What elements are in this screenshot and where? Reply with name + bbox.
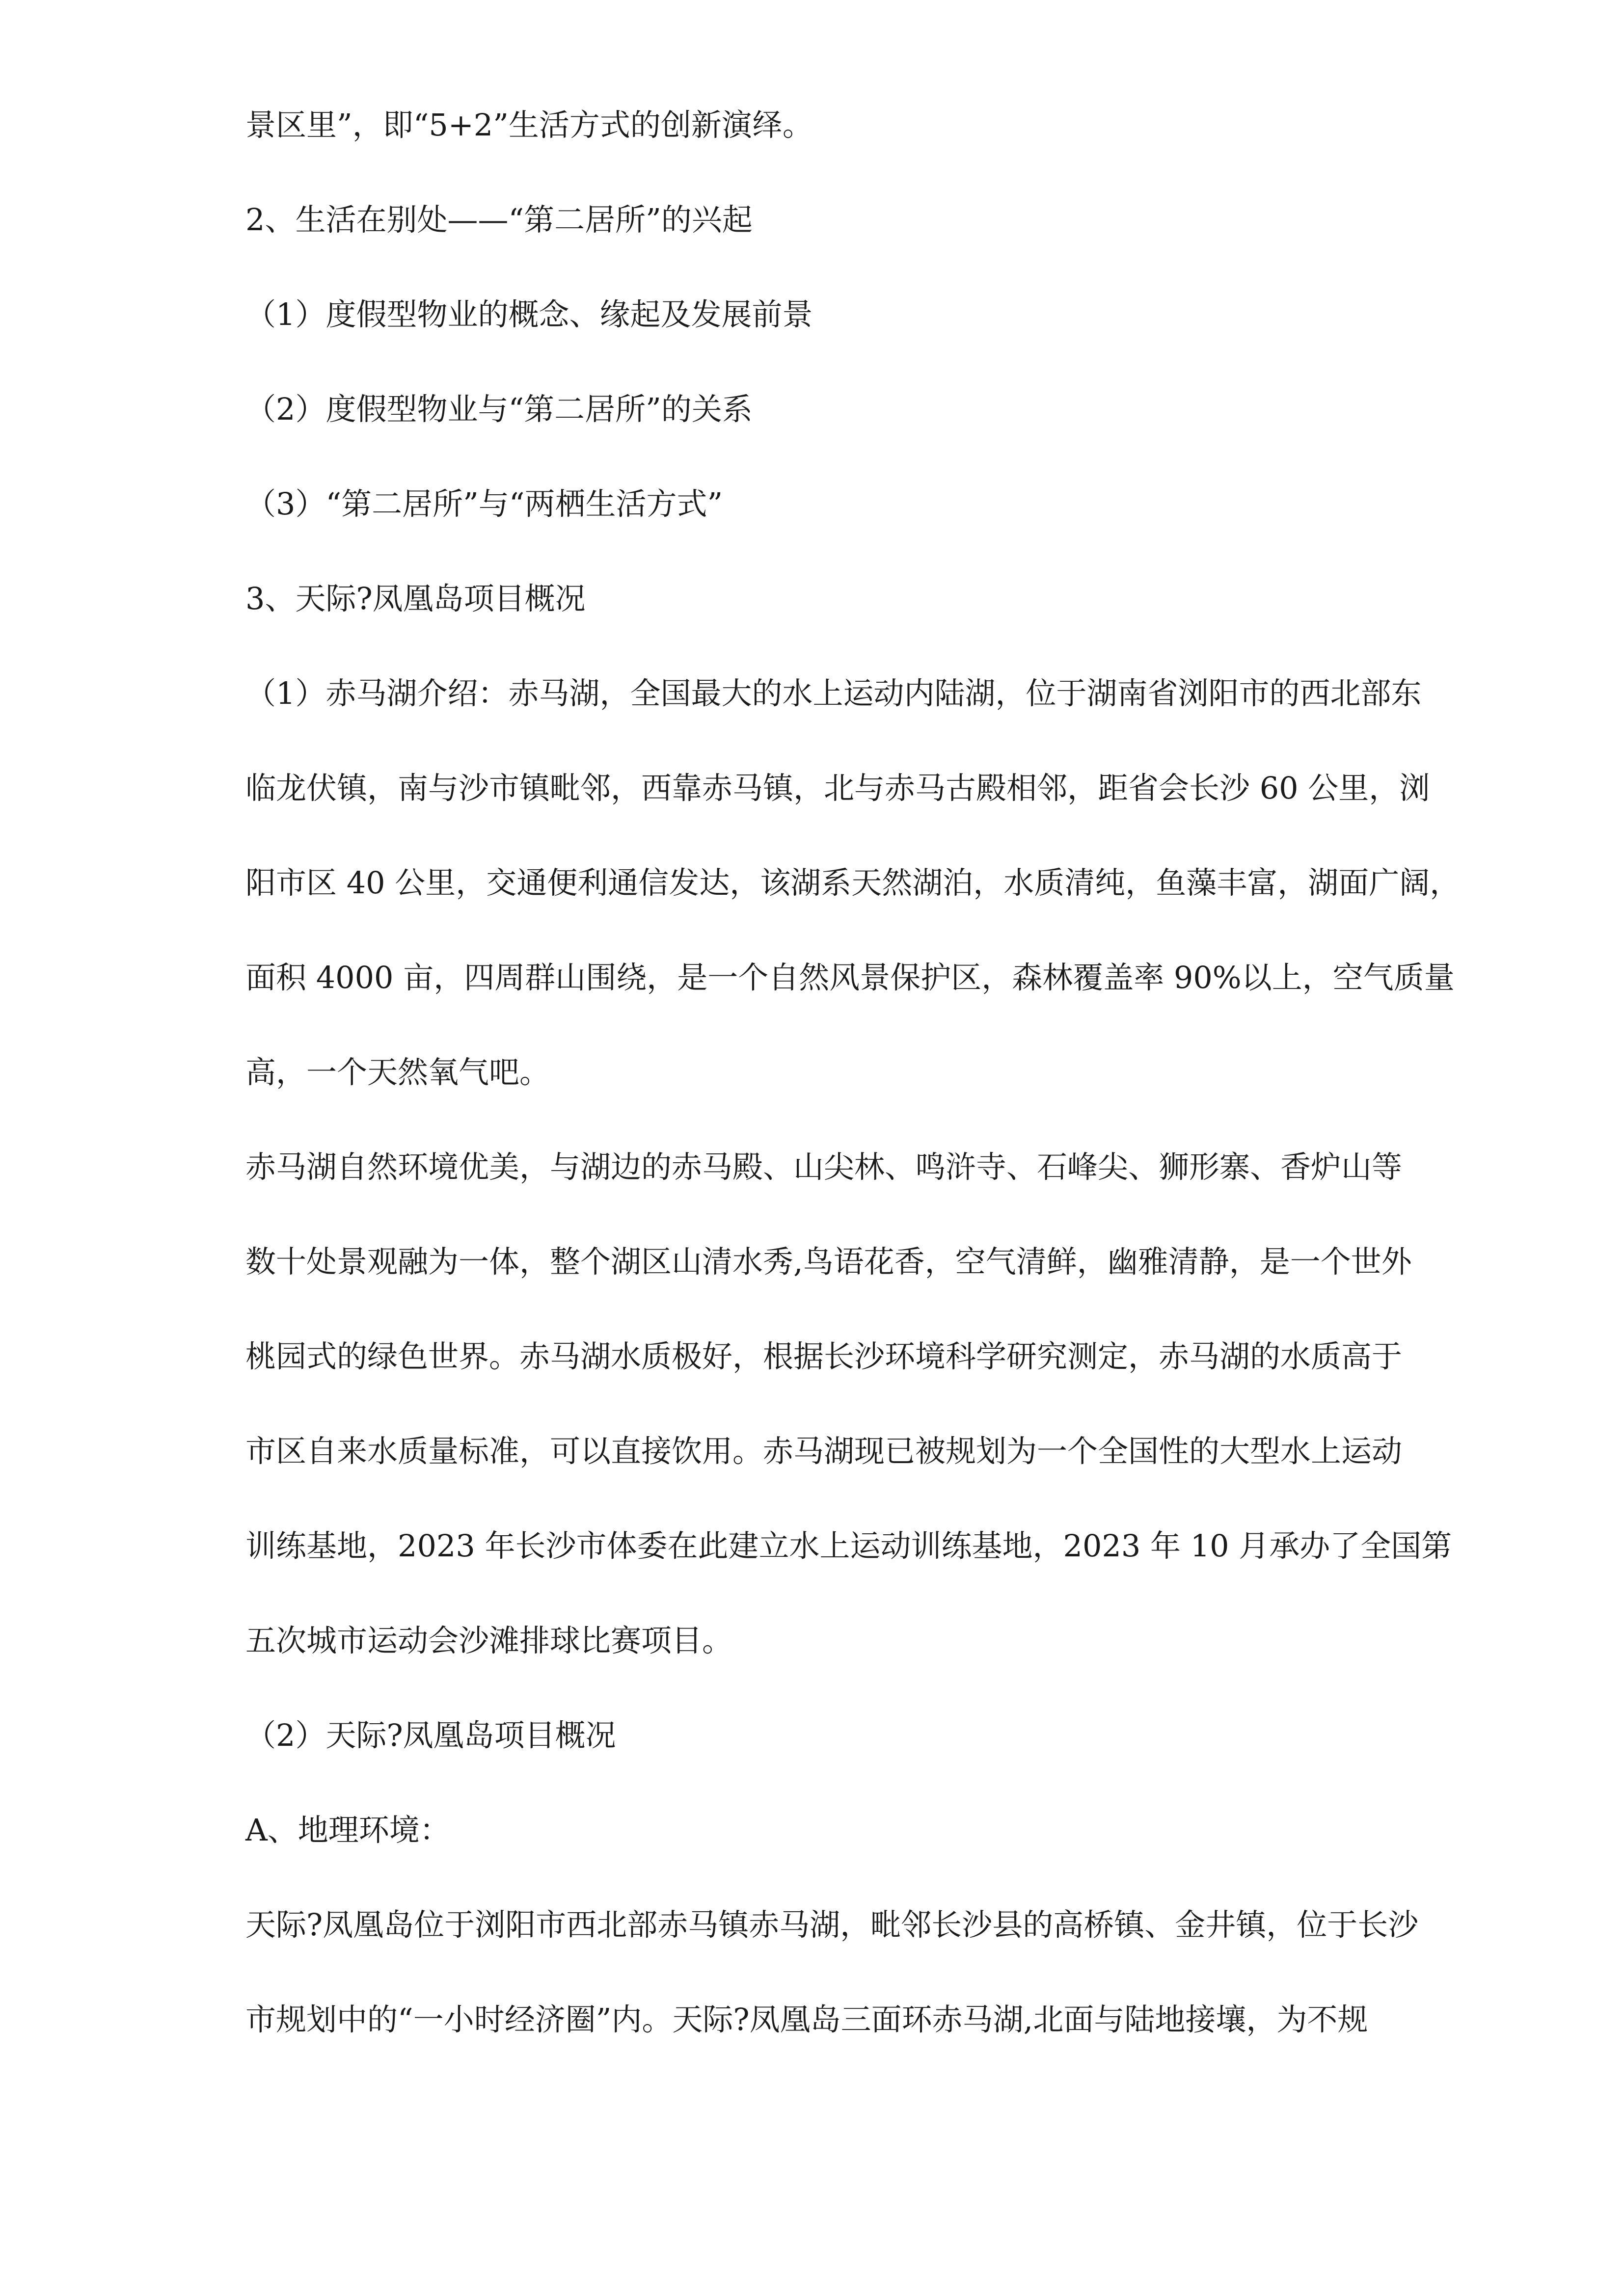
text-line: 天际?凤凰岛位于浏阳市西北部赤马镇赤马湖，毗邻长沙县的高桥镇、金井镇，位于长沙 [245,1907,1419,1943]
text-line: 高，一个天然氧气吧。 [245,1054,550,1090]
body-text [245,103,1502,2092]
section-heading: 3、天际?凤凰岛项目概况 [245,581,586,616]
subsection-heading: （2）天际?凤凰岛项目概况 [245,1717,616,1753]
text-line: 景区里”，即“5+2”生活方式的创新演绎。 [245,107,813,143]
text-line: 市规划中的“一小时经济圈”内。天际?凤凰岛三面环赤马湖,北面与陆地接壤，为不规 [245,2002,1368,2037]
text-line: 五次城市运动会沙滩排球比赛项目。 [245,1623,733,1658]
subsection-label: A、地理环境： [245,1812,450,1848]
section-heading: 2、生活在别处——“第二居所”的兴起 [245,202,753,238]
text-line: 市区自来水质量标准，可以直接饮用。赤马湖现已被规划为一个全国性的大型水上运动 [245,1433,1403,1469]
text-line: 赤马湖自然环境优美，与湖边的赤马殿、山尖林、鸣浒寺、石峰尖、狮形寨、香炉山等 [245,1149,1403,1185]
subsection-heading: （1）度假型物业的概念、缘起及发展前景 [245,296,813,332]
text-line: 临龙伏镇，南与沙市镇毗邻，西靠赤马镇，北与赤马古殿相邻，距省会长沙 60 公里，浏 [245,770,1430,806]
text-line: 面积 4000 亩，四周群山围绕，是一个自然风景保护区，森林覆盖率 90%以上，空气质量 [245,960,1455,995]
text-line: 桃园式的绿色世界。赤马湖水质极好，根据长沙环境科学研究测定，赤马湖的水质高于 [245,1338,1403,1374]
subsection-heading: （3）“第二居所”与“两栖生活方式” [245,486,723,522]
text-line: 数十处景观融为一体，整个湖区山清水秀,鸟语花香，空气清鲜，幽雅清静，是一个世外 [245,1244,1412,1280]
text-line: （1）赤马湖介绍：赤马湖，全国最大的水上运动内陆湖，位于湖南省浏阳市的西北部东 [245,675,1422,711]
text-line: 训练基地，2023 年长沙市体委在此建立水上运动训练基地，2023 年 10 月承办了全国第 [245,1528,1452,1564]
subsection-heading: （2）度假型物业与“第二居所”的关系 [245,391,753,427]
text-line: 阳市区 40 公里，交通便利通信发达，该湖系天然湖泊，水质清纯，鱼藻丰富，湖面广阔， [245,865,1461,901]
